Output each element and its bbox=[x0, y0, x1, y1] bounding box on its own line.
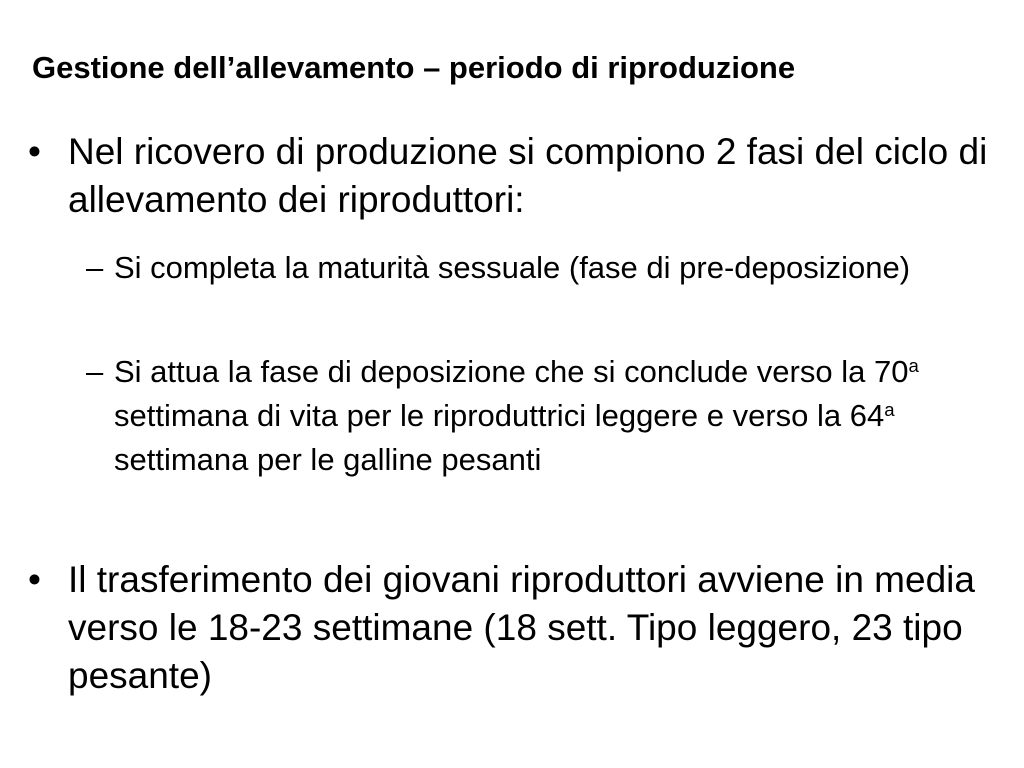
sub-bullet-text-part: settimana per le galline pesanti bbox=[114, 442, 542, 477]
sub-bullet-text-part: settimana di vita per le riproduttrici leggere e verso la 64 bbox=[114, 398, 885, 433]
slide-title: Gestione dell’allevamento – periodo di riproduzione bbox=[32, 50, 796, 85]
ordinal-superscript: a bbox=[908, 354, 919, 376]
sub-bullet-text: Si completa la maturità sessuale (fase di pre-deposizione) bbox=[114, 250, 911, 285]
bullet-text: Il trasferimento dei giovani riproduttori avviene in media verso le 18-23 settimane (18 sett. Tipo leggero, 23 tipo pesante) bbox=[68, 559, 975, 696]
bullet-marker: • bbox=[28, 131, 41, 172]
bullet-marker: • bbox=[28, 559, 41, 600]
sub-bullet-item bbox=[86, 246, 966, 290]
ordinal-superscript: a bbox=[884, 398, 895, 420]
bullet-item bbox=[28, 556, 998, 700]
sub-bullet-marker: – bbox=[86, 250, 104, 285]
bullet-item bbox=[28, 128, 998, 224]
sub-bullet-item bbox=[86, 350, 966, 482]
sub-bullet-text bbox=[114, 350, 966, 482]
sub-bullet-marker: – bbox=[86, 354, 104, 389]
sub-bullet-text-part: Si attua la fase di deposizione che si conclude verso la 70 bbox=[114, 354, 909, 389]
bullet-text: Nel ricovero di produzione si compiono 2 fasi del ciclo di allevamento dei riproduttori: bbox=[68, 131, 988, 220]
